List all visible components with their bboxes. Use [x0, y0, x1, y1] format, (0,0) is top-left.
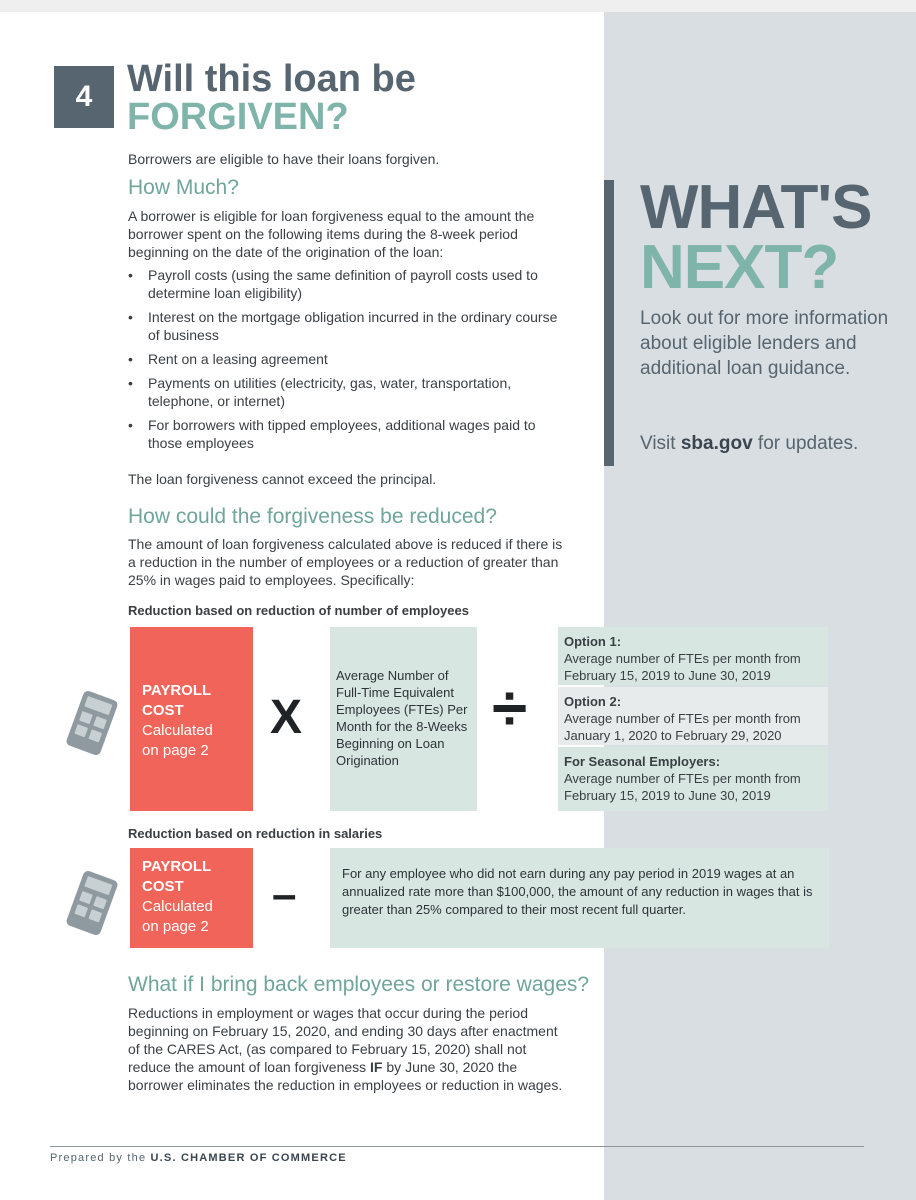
list-item: • For borrowers with tipped employees, additional wages paid to those employees [128, 416, 568, 452]
whats-next-line1: WHAT'S [640, 173, 872, 242]
footer-credit [50, 1152, 347, 1164]
whats-next-line2: NEXT? [640, 233, 839, 302]
footer-divider [50, 1146, 864, 1147]
list-item: • Payroll costs (using the same definition of payroll costs used to determine loan eligibility) [128, 266, 568, 302]
top-strip [0, 0, 916, 12]
if-emphasis: IF [370, 1059, 383, 1075]
footer-prefix: Prepared by the [50, 1152, 151, 1164]
divide-sign: ÷ [492, 672, 528, 744]
intro-text: Borrowers are eligible to have their loans forgiven. [128, 151, 440, 167]
how-much-heading: How Much? [128, 176, 239, 199]
forgiveness-cap-text: The loan forgiveness cannot exceed the principal. [128, 471, 437, 487]
visit-prefix: Visit [640, 433, 681, 454]
multiply-sign: X [270, 691, 303, 744]
forgiveness-items-list [128, 266, 568, 458]
bring-back-text-part2: by June 30, 2020 the borrower eliminates the reduction in employees or reduction in wages. [128, 1059, 563, 1093]
visit-suffix: for updates. [752, 433, 859, 454]
sidebar-text: Look out for more information about eligible lenders and additional loan guidance. [640, 308, 889, 379]
calculator-icon [60, 688, 124, 758]
option-1-text: Average number of FTEs per month from February 15, 2019 to June 30, 2019 [564, 651, 801, 683]
bring-back-heading: What if I bring back employees or restore wages? [128, 973, 590, 996]
reduced-heading: How could the forgiveness be reduced? [128, 505, 497, 528]
bring-back-text [128, 1004, 573, 1094]
option-1-label: Option 1: [564, 634, 622, 649]
calculated-label: Calculated [142, 722, 213, 739]
avg-fte-text: Average Number of Full-Time Equivalent Employees (FTEs) Per Month for the 8-Weeks Beginning on Loan Origination [336, 668, 468, 768]
title-line1: Will this loan be [127, 58, 416, 100]
list-item: • Interest on the mortgage obligation incurred in the ordinary course of business [128, 308, 568, 344]
page-ref-label: on page 2 [142, 742, 209, 759]
how-much-text: A borrower is eligible for loan forgiveness equal to the amount the borrower spent on the following items during the 8-week period beginning on the date of the origination of the loan: [128, 208, 535, 260]
payroll-cost-box [130, 627, 253, 811]
list-item: • Payments on utilities (electricity, gas, water, transportation, telephone, or internet) [128, 374, 568, 410]
salaries-subheading: Reduction based on reduction in salaries [128, 826, 383, 841]
whats-next-heading [640, 173, 872, 302]
salary-reduction-box [330, 848, 829, 948]
payroll-cost-box-2 [130, 848, 253, 948]
option-2 [558, 687, 828, 745]
sidebar-visit [640, 433, 900, 455]
page-ref-label: on page 2 [142, 918, 209, 935]
avg-fte-box [330, 627, 477, 811]
footer-org: U.S. CHAMBER OF COMMERCE [150, 1152, 347, 1164]
option-seasonal [558, 747, 828, 811]
option-2-label: Option 2: [564, 694, 622, 709]
sidebar-accent-bar [604, 180, 614, 466]
section-number-badge: 4 [54, 66, 114, 128]
page-title [127, 60, 416, 136]
sba-link[interactable]: sba.gov [680, 433, 753, 454]
reduced-text: The amount of loan forgiveness calculated above is reduced if there is a reduction in the number of employees or a reduction of greater than 25% in wages paid to employees. Specifically: [128, 536, 563, 588]
salary-reduction-text: For any employee who did not earn during any pay period in 2019 wages at an annualized rate more than $100,000, the amount of any reduction in wages that is greater than 25% compared to their most recent full quarter. [342, 866, 813, 917]
calculated-label: Calculated [142, 898, 213, 915]
cost-label: COST [142, 702, 184, 719]
title-line2: FORGIVEN? [127, 96, 349, 138]
bring-back-text-part1: Reductions in employment or wages that occur during the period beginning on February 15, 2020, and ending 30 days after enactment of the CARES Act, (as compared to February 15, 2020) shall not reduce the amount of loan forgiveness [128, 1005, 558, 1075]
list-item: • Rent on a leasing agreement [128, 350, 568, 368]
option-2-text: Average number of FTEs per month from January 1, 2020 to February 29, 2020 [564, 711, 801, 743]
cost-label: COST [142, 878, 184, 895]
payroll-label: PAYROLL [142, 858, 212, 875]
employees-subheading: Reduction based on reduction of number of employees [128, 603, 469, 618]
option-seasonal-label: For Seasonal Employers: [564, 754, 721, 769]
option-1 [558, 627, 828, 685]
option-seasonal-text: Average number of FTEs per month from February 15, 2019 to June 30, 2019 [564, 771, 801, 803]
calculator-icon [60, 868, 124, 938]
minus-sign: – [272, 870, 297, 919]
payroll-label: PAYROLL [142, 682, 212, 699]
